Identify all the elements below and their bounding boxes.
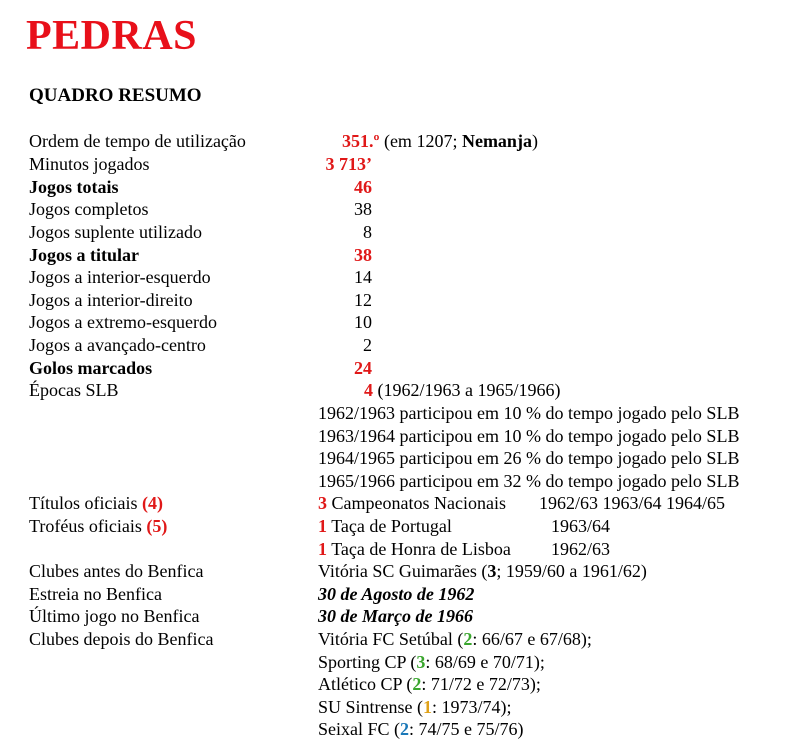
row-club-4 bbox=[0, 696, 800, 718]
epoca-detail bbox=[0, 470, 800, 492]
row-ordem bbox=[0, 130, 800, 152]
clubes-antes-label: Clubes antes do Benfica bbox=[29, 561, 204, 581]
ordem-label: Ordem de tempo de utilização bbox=[29, 131, 246, 151]
epoca-detail-text: 1962/1963 participou em 10 % do tempo jogado pelo SLB bbox=[318, 403, 740, 423]
row-interior-esquerdo bbox=[0, 266, 800, 288]
club-name: Atlético CP ( bbox=[318, 674, 413, 694]
extremo-esquerdo-value: 10 bbox=[354, 312, 372, 332]
row-titulos bbox=[0, 492, 800, 514]
club-seasons-count: 2 bbox=[400, 719, 410, 739]
avancado-centro-label: Jogos a avançado-centro bbox=[29, 335, 206, 355]
row-interior-direito bbox=[0, 289, 800, 311]
row-jogos-titular bbox=[0, 244, 800, 266]
trofeu-years: 1962/63 bbox=[551, 539, 611, 559]
trofeus-label-group bbox=[29, 515, 167, 537]
club-name: SU Sintrense ( bbox=[318, 697, 423, 717]
row-epocas bbox=[0, 379, 800, 401]
titulos-num: 3 bbox=[318, 493, 327, 513]
ultimo-label: Último jogo no Benfica bbox=[29, 606, 200, 626]
row-ultimo bbox=[0, 605, 800, 627]
trofeus-label: Troféus oficiais bbox=[29, 516, 142, 536]
club-name: Sporting CP ( bbox=[318, 652, 417, 672]
row-jogos-suplente bbox=[0, 221, 800, 243]
estreia-label: Estreia no Benfica bbox=[29, 584, 162, 604]
estreia-value: 30 de Agosto de 1962 bbox=[318, 584, 475, 604]
club-seasons: : 71/72 e 72/73); bbox=[421, 674, 541, 694]
epoca-detail-text: 1963/1964 participou em 10 % do tempo jogado pelo SLB bbox=[318, 426, 740, 446]
jogos-titular-label: Jogos a titular bbox=[29, 245, 139, 265]
trofeu-num: 1 bbox=[318, 516, 327, 536]
epoca-detail bbox=[0, 402, 800, 424]
club-seasons-count: 3 bbox=[487, 561, 497, 581]
club-seasons-count: 2 bbox=[463, 629, 473, 649]
jogos-suplente-value: 8 bbox=[363, 222, 372, 242]
row-estreia bbox=[0, 583, 800, 605]
titulos-text: Campeonatos Nacionais bbox=[331, 493, 506, 513]
avancado-centro-value: 2 bbox=[363, 335, 372, 355]
ordem-name: Nemanja bbox=[461, 131, 532, 151]
epoca-detail bbox=[0, 425, 800, 447]
row-trofeus-2 bbox=[0, 538, 800, 560]
trofeus-count: (5) bbox=[146, 516, 168, 536]
ordem-value-group bbox=[342, 130, 538, 152]
trofeu-years: 1963/64 bbox=[551, 516, 611, 536]
interior-direito-label: Jogos a interior-direito bbox=[29, 290, 193, 310]
row-club-2 bbox=[0, 651, 800, 673]
ordem-value: 351.º bbox=[342, 131, 380, 151]
club-seasons-count: 2 bbox=[412, 674, 422, 694]
page-title: PEDRAS bbox=[26, 13, 198, 59]
jogos-totais-label: Jogos totais bbox=[29, 177, 119, 197]
club-seasons: : 66/67 e 67/68); bbox=[472, 629, 592, 649]
titulos-label-group bbox=[29, 492, 163, 514]
epocas-value: 4 bbox=[364, 380, 373, 400]
clubes-depois-label: Clubes depois do Benfica bbox=[29, 629, 214, 649]
club-name: Seixal FC ( bbox=[318, 719, 401, 739]
club-name: Vitória FC Setúbal ( bbox=[318, 629, 464, 649]
club-item bbox=[318, 696, 512, 718]
golos-label: Golos marcados bbox=[29, 358, 153, 378]
ordem-suffix: ) bbox=[531, 131, 538, 151]
epocas-value-group bbox=[364, 379, 560, 401]
titulos-label: Títulos oficiais bbox=[29, 493, 138, 513]
club-item bbox=[318, 651, 545, 673]
minutos-label: Minutos jogados bbox=[29, 154, 150, 174]
interior-esquerdo-label: Jogos a interior-esquerdo bbox=[29, 267, 211, 287]
extremo-esquerdo-label: Jogos a extremo-esquerdo bbox=[29, 312, 217, 332]
club-name: Vitória SC Guimarães ( bbox=[318, 561, 488, 581]
jogos-completos-value: 38 bbox=[354, 199, 372, 219]
row-club-3 bbox=[0, 673, 800, 695]
club-item bbox=[318, 718, 524, 740]
row-avancado-centro bbox=[0, 334, 800, 356]
jogos-titular-value: 38 bbox=[354, 245, 372, 265]
trofeu-text: Taça de Portugal bbox=[331, 516, 452, 536]
titulos-value-group bbox=[318, 492, 506, 514]
jogos-suplente-label: Jogos suplente utilizado bbox=[29, 222, 202, 242]
epoca-detail-text: 1965/1966 participou em 32 % do tempo jogado pelo SLB bbox=[318, 471, 740, 491]
epocas-range: (1962/1963 a 1965/1966) bbox=[377, 380, 561, 400]
row-minutos bbox=[0, 153, 800, 175]
ultimo-value: 30 de Março de 1966 bbox=[318, 606, 473, 626]
minutos-value: 3 713’ bbox=[325, 154, 372, 174]
club-seasons-count: 1 bbox=[423, 697, 432, 717]
trofeu-item bbox=[318, 515, 452, 537]
row-golos bbox=[0, 357, 800, 379]
titulos-years: 1962/63 1963/64 1964/65 bbox=[539, 493, 726, 513]
club-seasons-count: 3 bbox=[416, 652, 426, 672]
trofeu-text: Taça de Honra de Lisboa bbox=[331, 539, 511, 559]
golos-value: 24 bbox=[354, 358, 372, 378]
section-title: QUADRO RESUMO bbox=[29, 85, 202, 106]
interior-direito-value: 12 bbox=[354, 290, 372, 310]
club-item bbox=[318, 673, 541, 695]
club-seasons: : 1973/74); bbox=[432, 697, 512, 717]
row-trofeus bbox=[0, 515, 800, 537]
club-item bbox=[318, 628, 592, 650]
trofeu-item bbox=[318, 538, 511, 560]
clubes-antes-value bbox=[318, 560, 647, 582]
row-clubes-depois bbox=[0, 628, 800, 650]
club-seasons: ; 1959/60 a 1961/62) bbox=[496, 561, 647, 581]
club-seasons: : 68/69 e 70/71); bbox=[425, 652, 545, 672]
ordem-prefix: (em 1207; bbox=[383, 131, 462, 151]
epoca-detail bbox=[0, 447, 800, 469]
row-jogos-totais bbox=[0, 176, 800, 198]
interior-esquerdo-value: 14 bbox=[354, 267, 372, 287]
titulos-count: (4) bbox=[141, 493, 163, 513]
jogos-completos-label: Jogos completos bbox=[29, 199, 149, 219]
club-seasons: : 74/75 e 75/76) bbox=[409, 719, 524, 739]
row-club-5 bbox=[0, 718, 800, 740]
epoca-detail-text: 1964/1965 participou em 26 % do tempo jogado pelo SLB bbox=[318, 448, 740, 468]
row-extremo-esquerdo bbox=[0, 311, 800, 333]
row-jogos-completos bbox=[0, 198, 800, 220]
row-clubes-antes bbox=[0, 560, 800, 582]
trofeu-num: 1 bbox=[318, 539, 327, 559]
jogos-totais-value: 46 bbox=[354, 177, 372, 197]
epocas-label: Épocas SLB bbox=[29, 380, 119, 400]
